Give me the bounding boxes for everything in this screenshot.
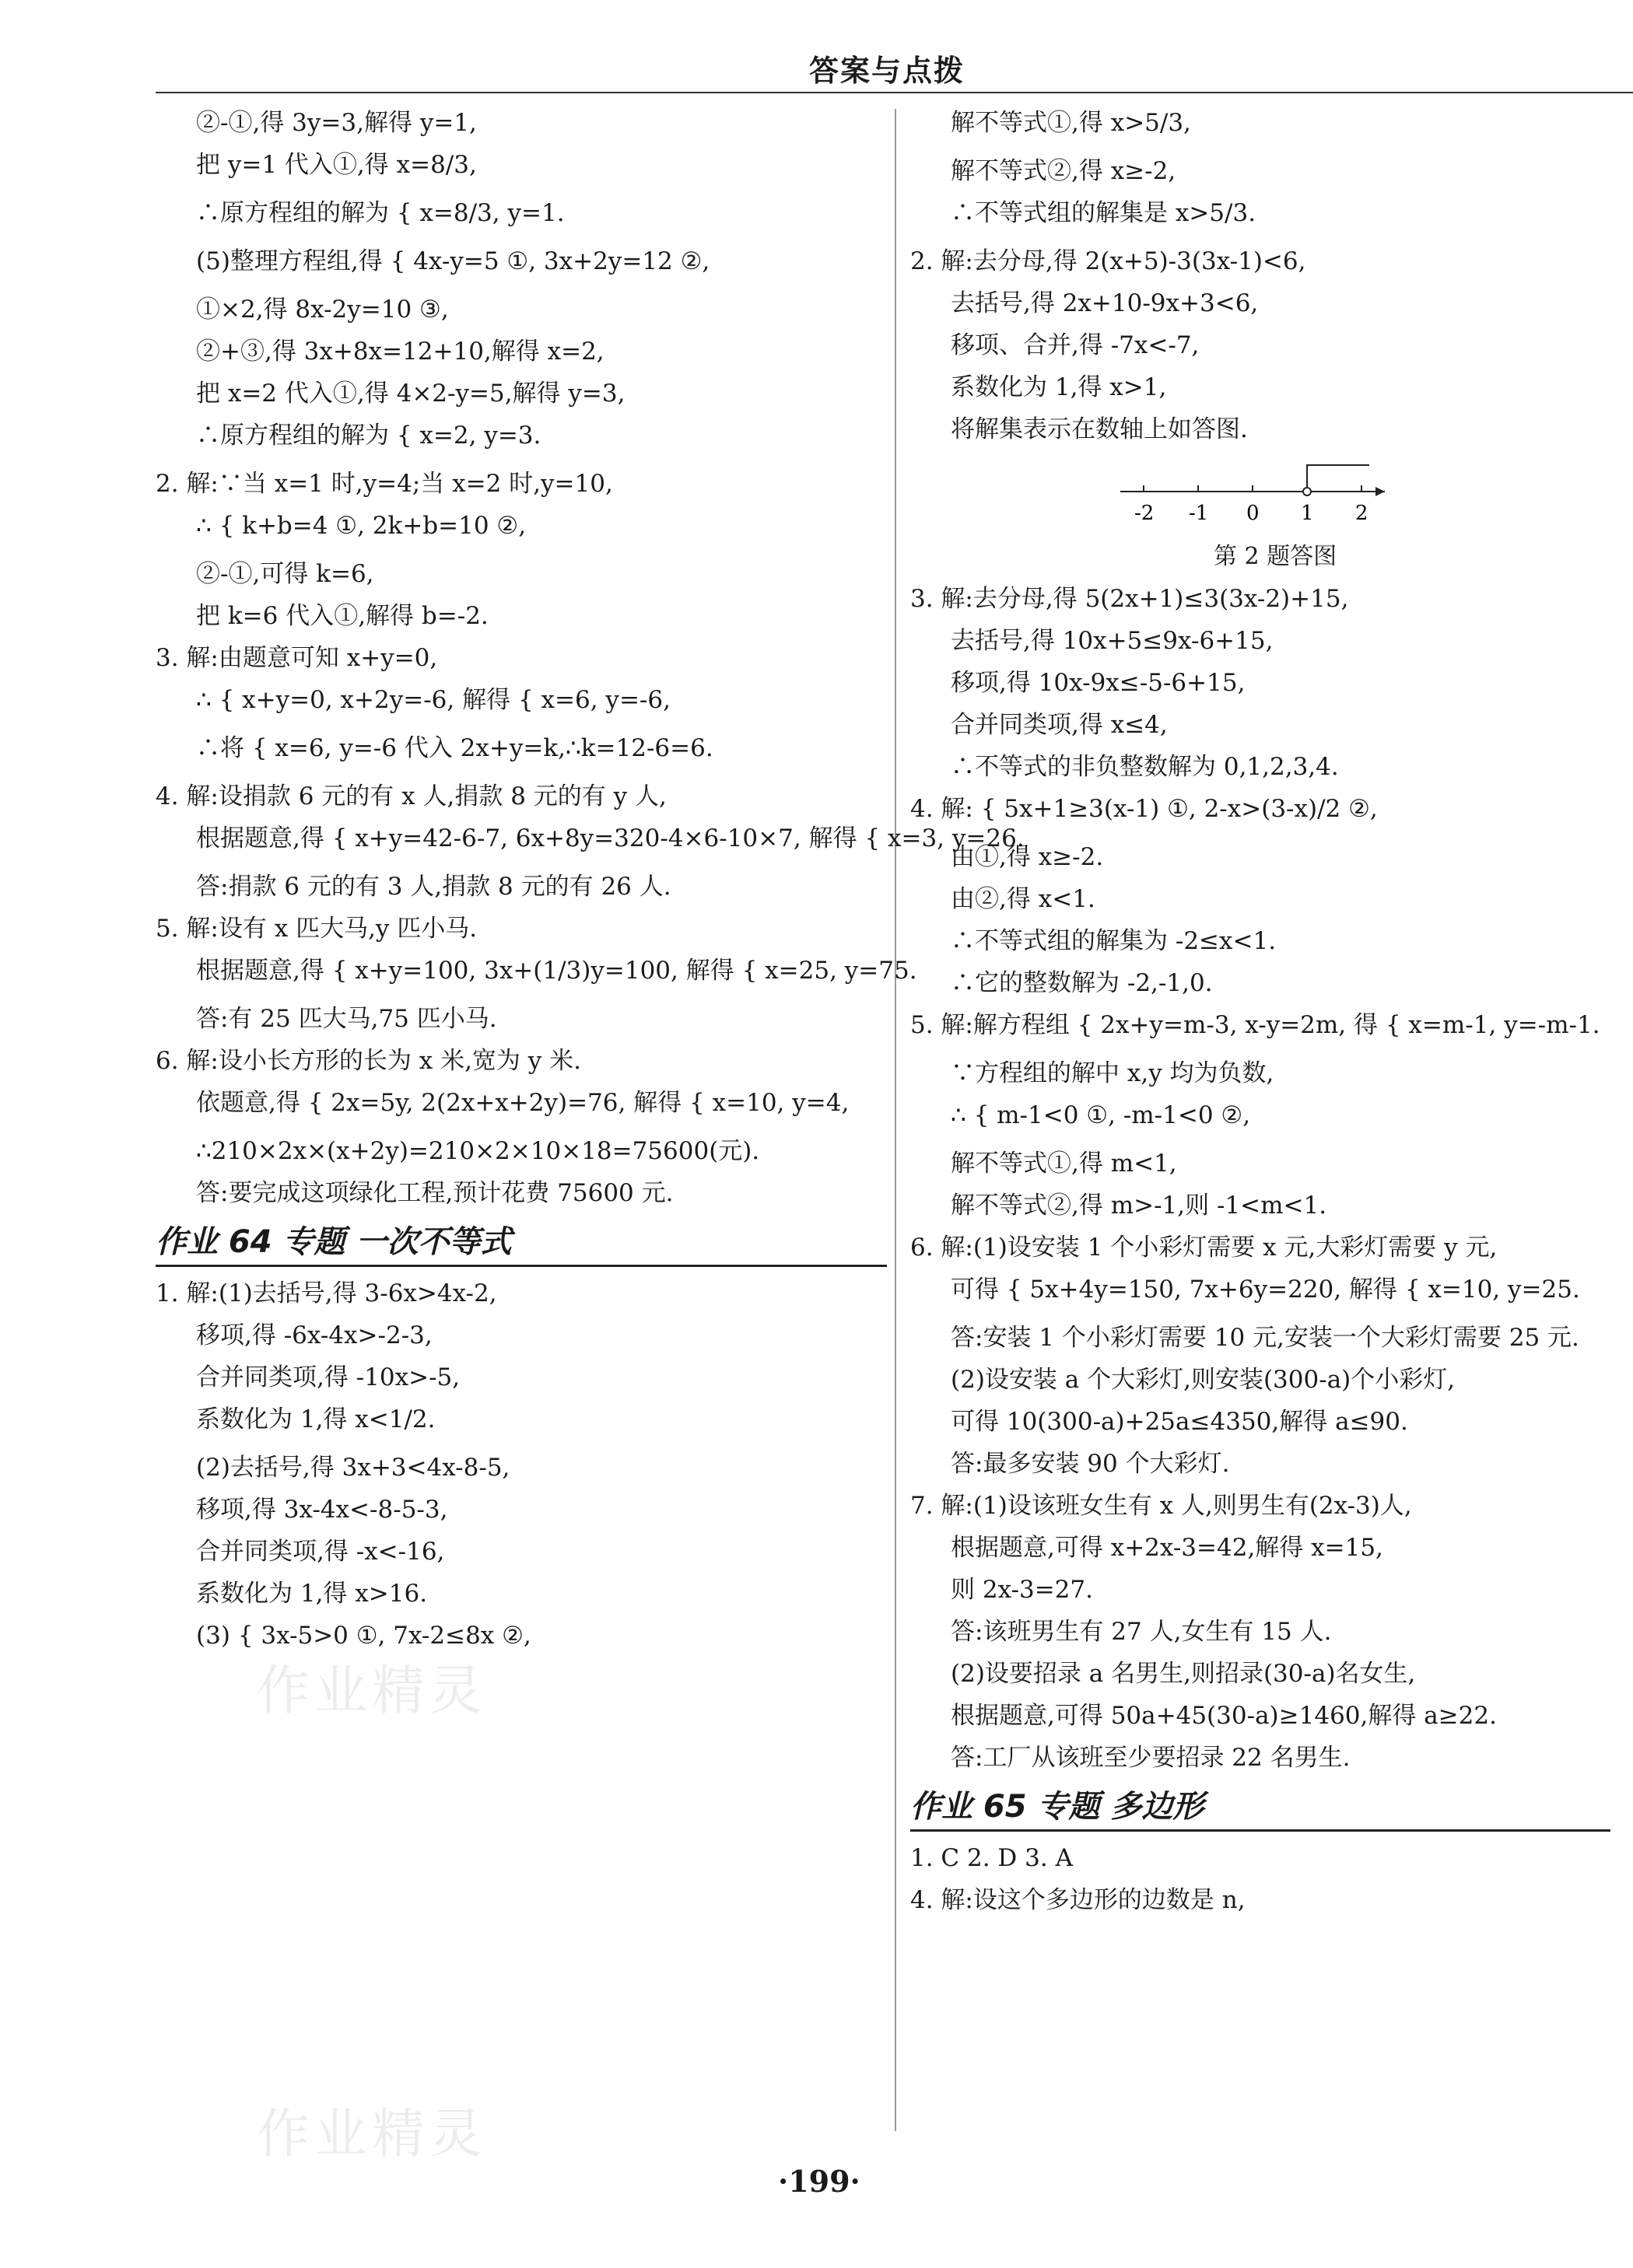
text-line: 解不等式②,得 x≥-2, bbox=[951, 157, 1176, 185]
text-line: 系数化为 1,得 x>1, bbox=[951, 373, 1167, 401]
text-line: 合并同类项,得 -x<-16, bbox=[196, 1538, 445, 1566]
text-line: 将解集表示在数轴上如答图. bbox=[951, 415, 1248, 443]
text-line: 移项,得 3x-4x<-8-5-3, bbox=[196, 1496, 448, 1524]
text-line: 把 x=2 代入①,得 4×2-y=5,解得 y=3, bbox=[196, 380, 626, 408]
tick-label: 1 bbox=[1301, 502, 1314, 525]
number-line bbox=[1113, 457, 1393, 527]
watermark: 作业精灵 bbox=[257, 2104, 488, 2165]
text-line: 答:捐款 6 元的有 3 人,捐款 8 元的有 26 人. bbox=[196, 873, 671, 901]
text-line: 答:安装 1 个小彩灯需要 10 元,安装一个大彩灯需要 25 元. bbox=[951, 1324, 1579, 1352]
text-line: 移项,得 -6x-4x>-2-3, bbox=[196, 1321, 433, 1349]
text-line: 去括号,得 2x+10-9x+3<6, bbox=[951, 289, 1259, 317]
text-line: 2. 解:∵当 x=1 时,y=4;当 x=2 时,y=10, bbox=[156, 470, 613, 498]
solution-bracket bbox=[1307, 465, 1369, 492]
right-column bbox=[910, 109, 1610, 1928]
text-line: (2)设要招录 a 名男生,则招录(30-a)名女生, bbox=[951, 1660, 1416, 1688]
text-line: ∴ { x+y=0, x+2y=-6, 解得 { x=6, y=-6, bbox=[196, 686, 671, 714]
text-line: 根据题意,可得 50a+45(30-a)≥1460,解得 a≥22. bbox=[951, 1702, 1497, 1730]
text-line: 可得 { 5x+4y=150, 7x+6y=220, 解得 { x=10, y=25. bbox=[951, 1276, 1580, 1304]
text-line: ∴210×2x×(x+2y)=210×2×10×18=75600(元). bbox=[196, 1137, 760, 1165]
text-line: 根据题意,可得 x+2x-3=42,解得 x=15, bbox=[951, 1534, 1383, 1562]
text-line: 解不等式②,得 m>-1,则 -1<m<1. bbox=[951, 1192, 1327, 1220]
section-title-64: 作业 64 专题 一次不等式 bbox=[156, 1221, 887, 1267]
text-line: 由①,得 x≥-2. bbox=[951, 843, 1104, 871]
text-line: 5. 解:解方程组 { 2x+y=m-3, x-y=2m, 得 { x=m-1, y=-m-1. bbox=[910, 1011, 1600, 1039]
tick-label: -2 bbox=[1134, 502, 1155, 525]
axis-arrow bbox=[1375, 487, 1385, 496]
text-line: 合并同类项,得 -10x>-5, bbox=[196, 1363, 461, 1391]
text-line: 根据题意,得 { x+y=42-6-7, 6x+8y=320-4×6-10×7, 解得 { x=3, y=26. bbox=[196, 824, 1025, 852]
text-line: ∵方程组的解中 x,y 均为负数, bbox=[951, 1059, 1274, 1087]
tick-label: -1 bbox=[1189, 502, 1209, 525]
text-line: ∴不等式组的解集为 -2≤x<1. bbox=[951, 927, 1277, 955]
text-line: ②-①,可得 k=6, bbox=[196, 560, 374, 588]
text-line: ∴ { m-1<0 ①, -m-1<0 ②, bbox=[951, 1101, 1251, 1129]
text-line: 1. 解:(1)去括号,得 3-6x>4x-2, bbox=[156, 1279, 497, 1307]
text-line: 把 y=1 代入①,得 x=8/3, bbox=[196, 151, 477, 179]
text-line: 可得 10(300-a)+25a≤4350,解得 a≤90. bbox=[951, 1408, 1408, 1436]
text-line: 4. 解:设捐款 6 元的有 x 人,捐款 8 元的有 y 人, bbox=[156, 782, 667, 810]
open-point bbox=[1303, 488, 1311, 495]
text-line: 4. 解: { 5x+1≥3(x-1) ①, 2-x>(3-x)/2 ②, bbox=[910, 795, 1378, 823]
text-line: (2)设安装 a 个大彩灯,则安装(300-a)个小彩灯, bbox=[951, 1366, 1456, 1394]
text-line: 2. 解:去分母,得 2(x+5)-3(3x-1)<6, bbox=[910, 247, 1306, 275]
text-line: 由②,得 x<1. bbox=[951, 885, 1095, 913]
text-line: 答:最多安装 90 个大彩灯. bbox=[951, 1450, 1230, 1478]
watermark: 作业精灵 bbox=[257, 1661, 488, 1722]
text-line: 根据题意,得 { x+y=100, 3x+(1/3)y=100, 解得 { x=25, y=75. bbox=[196, 957, 917, 985]
section-title-65: 作业 65 专题 多边形 bbox=[910, 1786, 1610, 1832]
text-line: 6. 解:(1)设安装 1 个小彩灯需要 x 元,大彩灯需要 y 元, bbox=[910, 1234, 1498, 1262]
text-line: (3) { 3x-5>0 ①, 7x-2≤8x ②, bbox=[196, 1622, 531, 1650]
text-line: 5. 解:设有 x 匹大马,y 匹小马. bbox=[156, 915, 478, 943]
text-line: 合并同类项,得 x≤4, bbox=[951, 711, 1168, 739]
text-line: 3. 解:去分母,得 5(2x+1)≤3(3x-2)+15, bbox=[910, 585, 1349, 613]
text-line: ∴原方程组的解为 { x=2, y=3. bbox=[196, 422, 541, 450]
figure-caption: 第 2 题答图 bbox=[1214, 543, 1337, 570]
tick-label: 2 bbox=[1355, 502, 1368, 525]
text-line: ②-①,得 3y=3,解得 y=1, bbox=[196, 109, 477, 137]
text-line: (5)整理方程组,得 { 4x-y=5 ①, 3x+2y=12 ②, bbox=[196, 247, 710, 275]
text-line: ∴不等式组的解集是 x>5/3. bbox=[951, 199, 1256, 227]
column-divider bbox=[895, 109, 896, 2131]
tick-label: 0 bbox=[1246, 502, 1260, 525]
text-line: 解不等式①,得 x>5/3, bbox=[951, 109, 1191, 137]
text-line: 依题意,得 { 2x=5y, 2(2x+x+2y)=76, 解得 { x=10, y=4, bbox=[196, 1089, 850, 1117]
text-line: 1. C 2. D 3. A bbox=[910, 1844, 1073, 1872]
text-line: ∴它的整数解为 -2,-1,0. bbox=[951, 969, 1213, 997]
page-number: ·199· bbox=[778, 2164, 860, 2199]
text-line: ∴原方程组的解为 { x=8/3, y=1. bbox=[196, 199, 565, 227]
text-line: 去括号,得 10x+5≤9x-6+15, bbox=[951, 627, 1274, 655]
text-line: 3. 解:由题意可知 x+y=0, bbox=[156, 644, 438, 672]
text-line: 7. 解:(1)设该班女生有 x 人,则男生有(2x-3)人, bbox=[910, 1492, 1412, 1520]
text-line: 移项,得 10x-9x≤-5-6+15, bbox=[951, 669, 1246, 697]
text-line: 解不等式①,得 m<1, bbox=[951, 1150, 1177, 1178]
text-line: 答:有 25 匹大马,75 匹小马. bbox=[196, 1005, 497, 1033]
text-line: 答:工厂从该班至少要招录 22 名男生. bbox=[951, 1744, 1351, 1772]
text-line: ∴不等式的非负整数解为 0,1,2,3,4. bbox=[951, 753, 1339, 781]
page-header bbox=[156, 40, 1633, 93]
text-line: 4. 解:设这个多边形的边数是 n, bbox=[910, 1886, 1246, 1914]
text-line: ∴将 { x=6, y=-6 代入 2x+y=k,∴k=12-6=6. bbox=[196, 734, 713, 762]
text-line: 答:要完成这项绿化工程,预计花费 75600 元. bbox=[196, 1179, 674, 1207]
text-line: (2)去括号,得 3x+3<4x-8-5, bbox=[196, 1454, 510, 1482]
number-line-figure bbox=[1113, 457, 1610, 530]
text-line: 移项、合并,得 -7x<-7, bbox=[951, 331, 1200, 359]
text-line: 答:该班男生有 27 人,女生有 15 人. bbox=[951, 1618, 1332, 1646]
text-line: ∴ { k+b=4 ①, 2k+b=10 ②, bbox=[196, 512, 527, 540]
page-header-title: 答案与点拨 bbox=[809, 54, 965, 88]
text-line: ②+③,得 3x+8x=12+10,解得 x=2, bbox=[196, 338, 604, 366]
text-line: 把 k=6 代入①,解得 b=-2. bbox=[196, 602, 489, 630]
text-line: 6. 解:设小长方形的长为 x 米,宽为 y 米. bbox=[156, 1047, 581, 1075]
text-line: ①×2,得 8x-2y=10 ③, bbox=[196, 296, 449, 324]
text-line: 则 2x-3=27. bbox=[951, 1576, 1093, 1604]
text-line: 系数化为 1,得 x<1/2. bbox=[196, 1405, 436, 1433]
text-line: 系数化为 1,得 x>16. bbox=[196, 1580, 428, 1608]
